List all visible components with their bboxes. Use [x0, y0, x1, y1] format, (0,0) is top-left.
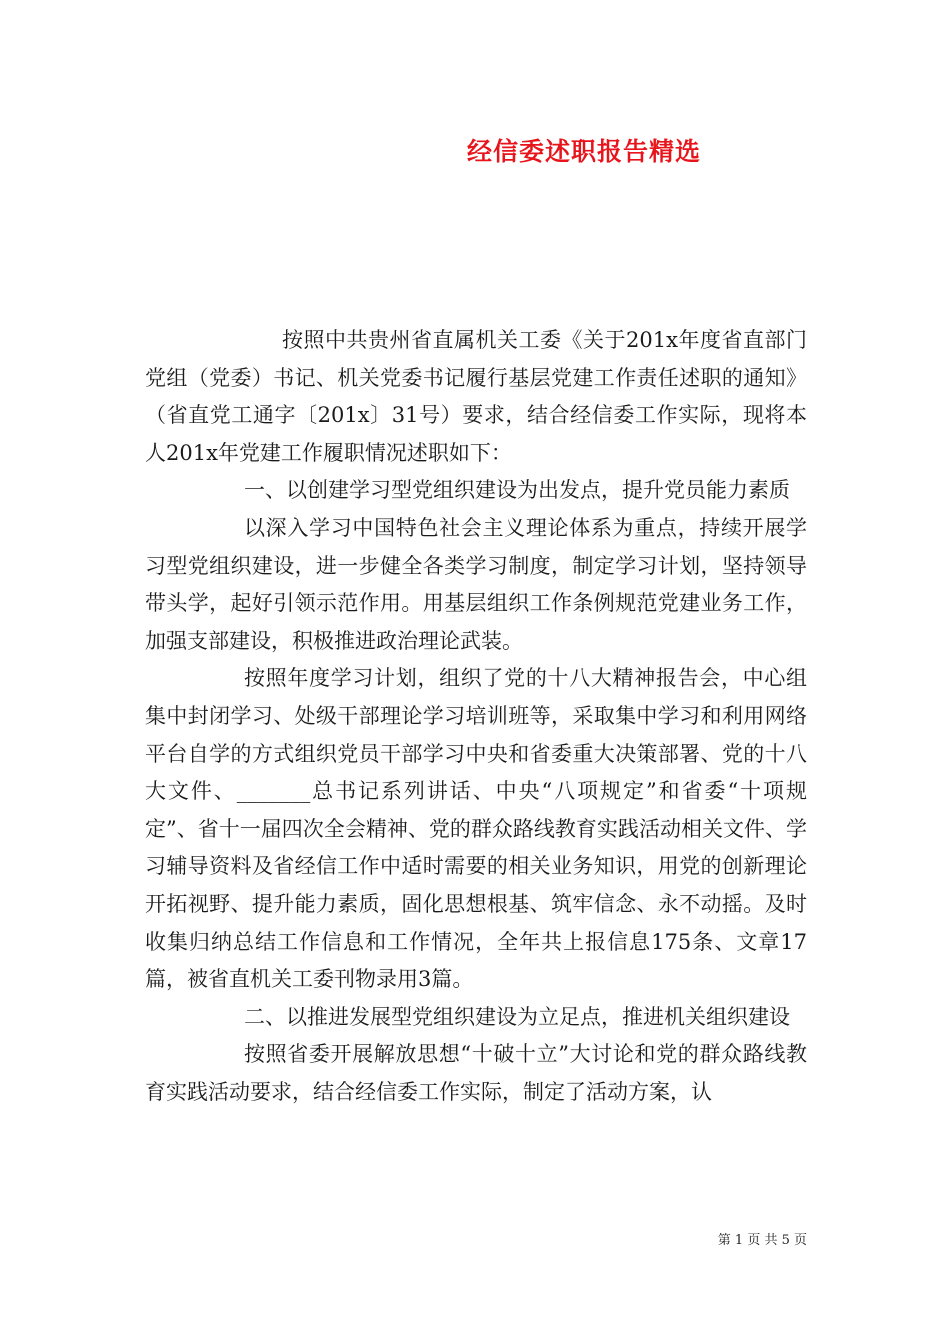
page-number-footer: 第 1 页 共 5 页	[717, 1233, 807, 1248]
document-body	[145, 322, 807, 1111]
section-heading-2: 二、以推进发展型党组织建设为立足点，推进机关组织建设	[244, 1004, 790, 1029]
paragraph-intro: 按照中共贵州省直属机关工委《关于201x年度省直部门党组（党委）书记、机关党委书记履行基层党建工作责任述职的通知》（省直党工通字〔201x〕31号）要求，结合经信委工作实际，现将本人201x年党建工作履职情况述职如下：	[145, 328, 807, 465]
paragraph-section-1b: 按照年度学习计划，组织了党的十八大精神报告会，中心组集中封闭学习、处级干部理论学习培训班等，采取集中学习和利用网络平台自学的方式组织党员干部学习中央和省委重大决策部署、党的十八大文件、_______总书记系列讲话、中央“八项规定”和省委“十项规定”、省十一届四次全会精神、党的群众路线教育实践活动相关文件、学习辅导资料及省经信工作中适时需要的相关业务知识，用党的创新理论开拓视野、提升能力素质，固化思想根基、筑牢信念、永不动摇。及时收集归纳总结工作信息和工作情况，全年共上报信息175条、文章17篇，被省直机关工委刊物录用3篇。	[145, 666, 807, 992]
document-title: 经信委述职报告精选	[466, 137, 701, 166]
paragraph-section-1a: 以深入学习中国特色社会主义理论体系为重点，持续开展学习型党组织建设，进一步健全各类学习制度，制定学习计划，坚持领导带头学，起好引领示范作用。用基层组织工作条例规范党建业务工作，加强支部建设，积极推进政治理论武装。	[145, 515, 807, 653]
section-heading-1: 一、以创建学习型党组织建设为出发点，提升党员能力素质	[244, 478, 790, 503]
paragraph-section-2a: 按照省委开展解放思想“十破十立”大讨论和党的群众路线教育实践活动要求，结合经信委工作实际，制定了活动方案，认	[145, 1042, 807, 1104]
